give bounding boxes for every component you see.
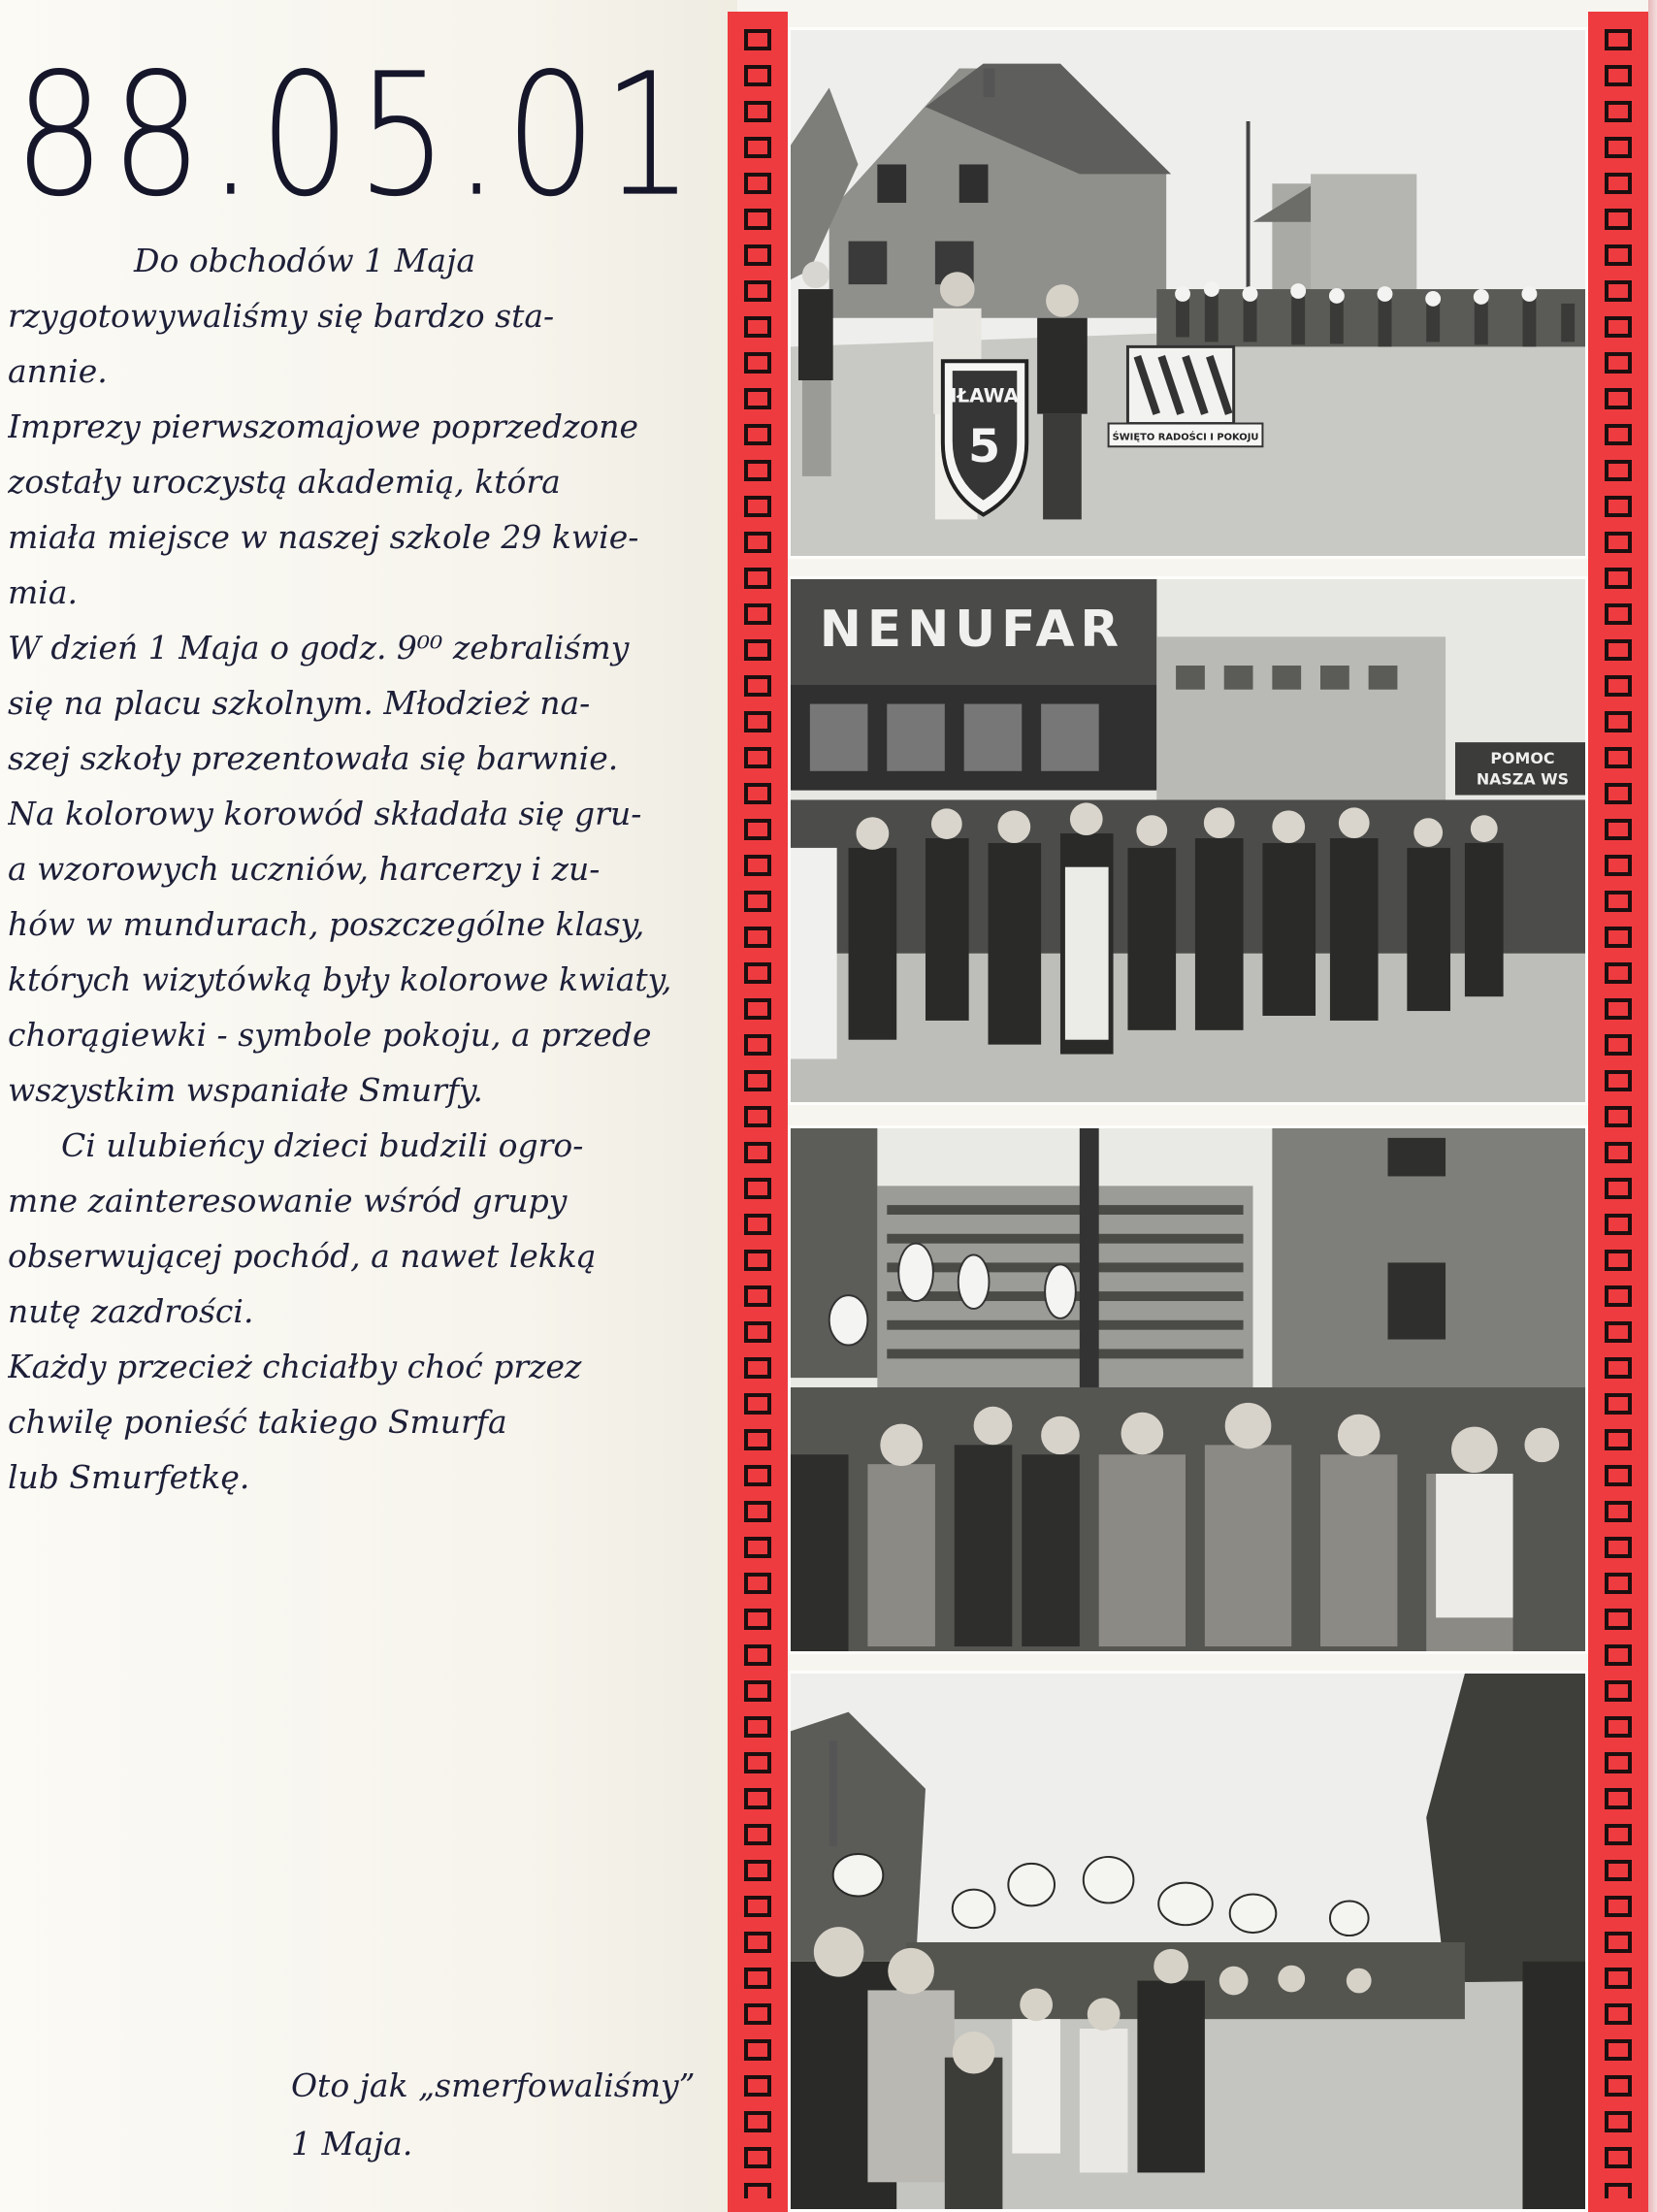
page-date: 88.05.01: [14, 37, 700, 234]
caption-line: 1 Maja.: [291, 2125, 413, 2163]
store-sign-text: NENUFAR: [819, 601, 1125, 660]
text-line: miała miejsce w naszej szkole 29 kwie-: [8, 518, 639, 556]
text-line: zostały uroczystą akademią, która: [8, 463, 561, 501]
text-line: chwilę ponieść takiego Smurfa: [8, 1403, 507, 1441]
shield-city-text: IŁAWA: [950, 384, 1019, 407]
film-strip-right: [1588, 12, 1648, 2212]
text-line: mne zainteresowanie wśród grupy: [8, 1182, 568, 1220]
banner-line1-text: POMOC: [1490, 748, 1555, 767]
film-strip-left: [728, 12, 788, 2212]
banner-line2-text: NASZA WS: [1476, 769, 1570, 789]
text-line: się na placu szkolnym. Młodzież na-: [8, 684, 591, 722]
film-perforations: [1605, 29, 1632, 2198]
shield-number-text: 5: [967, 420, 1001, 474]
banner-text: ŚWIĘTO RADOŚCI I POKOJU: [1112, 432, 1259, 443]
text-line: nutę zazdrości.: [8, 1292, 254, 1330]
page-edge: [1648, 0, 1657, 2212]
photo-smurf-parade: [788, 1671, 1588, 2212]
text-line: szej szkoły prezentowała się barwnie.: [8, 739, 619, 777]
film-perforations: [744, 29, 771, 2198]
text-line: annie.: [8, 352, 108, 390]
caption-line: Oto jak „smerfowaliśmy”: [291, 2066, 696, 2104]
photo-scouts-smurfs: [788, 1125, 1588, 1654]
text-line: hów w mundurach, poszczególne klasy,: [8, 905, 645, 943]
text-line: chorągiewki - symbole pokoju, a przede: [8, 1016, 652, 1054]
text-line: mia.: [8, 573, 79, 611]
handwritten-text: [8, 233, 726, 1505]
text-line: Do obchodów 1 Maja: [134, 242, 475, 279]
text-line: Ci ulubieńcy dzieci budzili ogro-: [61, 1126, 584, 1164]
text-line: wszystkim wspaniałe Smurfy.: [8, 1071, 483, 1109]
text-line: a wzorowych uczniów, harcerzy i zu-: [8, 850, 601, 888]
text-line: W dzień 1 Maja o godz. 9⁰⁰ zebraliśmy: [8, 629, 630, 667]
text-line: Imprezy pierwszomajowe poprzedzone: [8, 407, 638, 445]
photo-marching-nenufar: [788, 576, 1588, 1105]
photo-caption: [291, 2057, 696, 2173]
text-line: obserwującej pochód, a nawet lekką: [8, 1237, 597, 1275]
text-line: Na kolorowy korowód składała się gru-: [8, 795, 642, 832]
text-line: Każdy przecież chciałby choć przez: [8, 1348, 582, 1385]
photo-parade-shield: [788, 27, 1588, 559]
text-line: lub Smurfetkę.: [8, 1458, 250, 1496]
text-line: rzygotowywaliśmy się bardzo sta-: [8, 297, 555, 335]
text-line: których wizytówką były kolorowe kwiaty,: [8, 960, 672, 998]
